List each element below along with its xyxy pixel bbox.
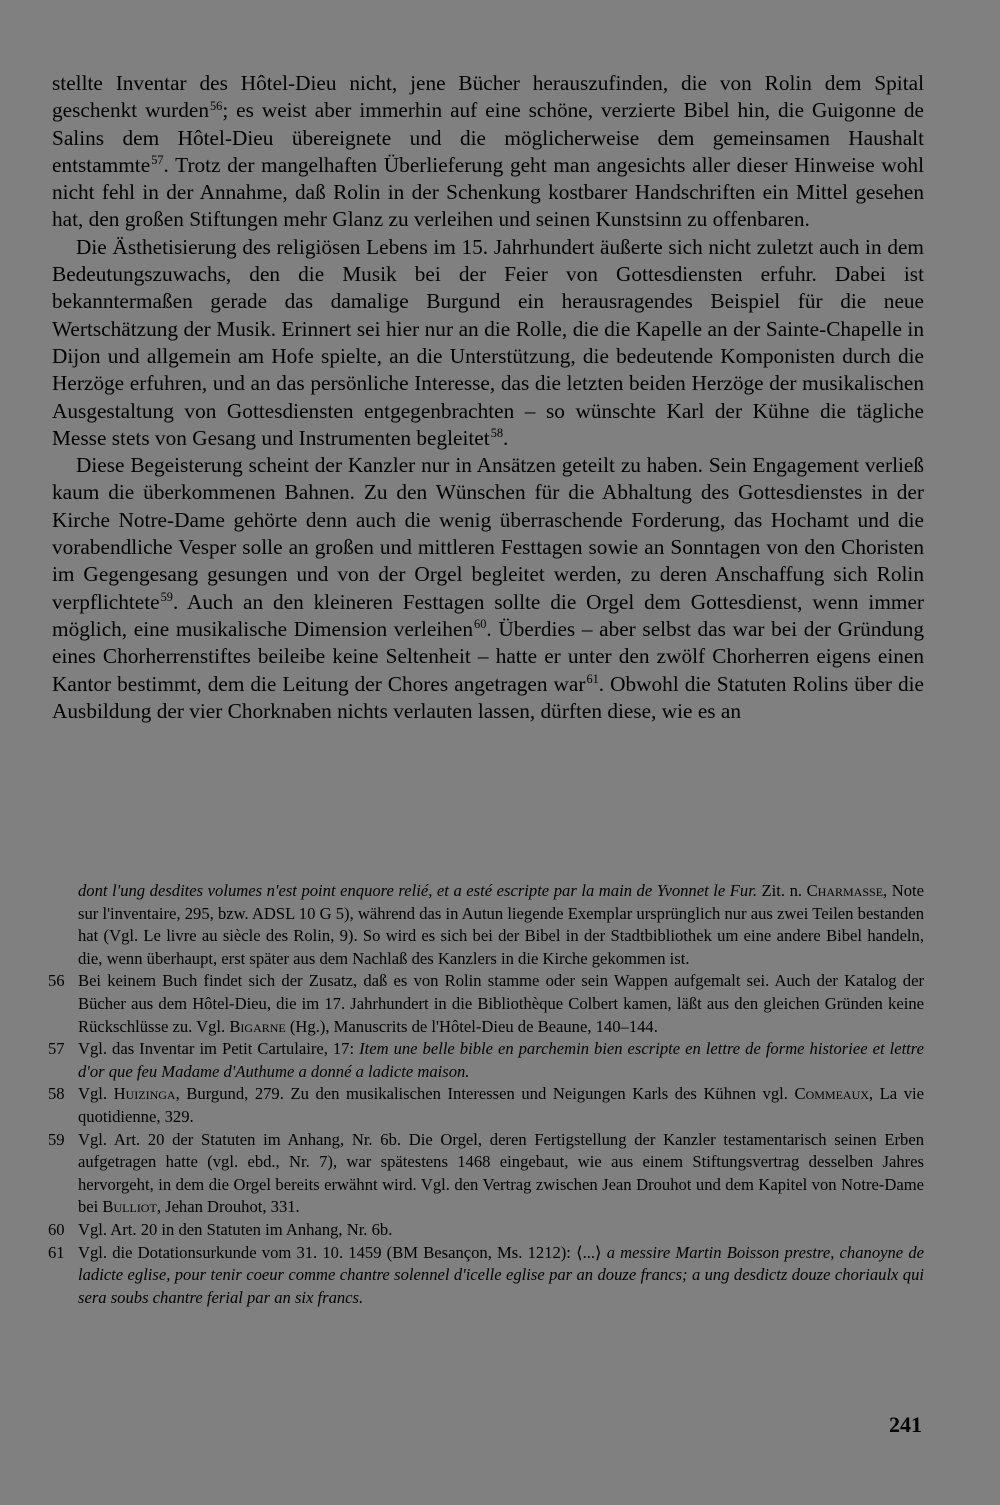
text-run: Bei keinem Buch findet sich der Zusatz, daß es von Rolin stamme oder sein Wappen aufgemalt sei. Auch der Katalog der Bücher aus dem Hôtel-Dieu, die im 17. Jahrhundert in die Bibliothèque Colbert kamen, läßt aus den gleichen Gründen keine Rückschlüsse zu. Vgl. (78, 971, 924, 1036)
author-name: Bulliot (102, 1197, 157, 1217)
text-run: Vgl. Art. 20 in den Statuten im Anhang, Nr. 6b. (78, 1219, 393, 1239)
text-run: , Jehan Drouhot, 331. (156, 1197, 300, 1217)
author-name: Commeaux (794, 1084, 869, 1104)
footnote-text (78, 1083, 924, 1128)
footnote-number: 60 (48, 1219, 65, 1239)
footnote-text (78, 1038, 924, 1083)
text-run: . Überdies – aber selbst das war bei der Gründung eines Chorherrenstiftes beileibe keine Seltenheit – hatte er unter den zwölf Chorherren eigens einen Kantor bestimmt, dem die Leitung der Chores angetragen war (52, 616, 924, 696)
text-run: Vgl. (78, 1084, 114, 1104)
text-run: Die Ästhetisierung des religiösen Lebens im 15. Jahrhundert äußerte sich nicht zuletzt auch in dem Bedeutungszuwachs, den die Musik bei der Feier von Gottesdiensten erfuhr. Dabei ist bekanntermaßen gerade das damalige Burgund ein herausragendes Beispiel für die neue Wertschätzung der Musik. Erinnert sei hier nur an die Rolle, die die Kapelle an der Sainte-Chapelle in Dijon und allgemein am Hofe spielte, an die Unterstützung, die bedeutende Komponisten durch die Herzöge erfuhren, und an das persönliche Interesse, das die letzten beiden Herzöge der musikalischen Ausgestaltung von Gottesdiensten entgegenbrachten – so wünschte Karl der Kühne die tägliche Messe stets von Gesang und Instrumenten begleitet (52, 234, 924, 450)
footnote-number: 59 (48, 1129, 65, 1149)
page-number: 241 (889, 1412, 922, 1437)
text-run: (Hg.), Manuscrits de l'Hôtel-Dieu de Beaune, 140–144. (285, 1016, 658, 1036)
text-run: Zit. n. (756, 881, 807, 900)
text-run: , Burgund, 279. Zu den musikalischen Interessen und Neigungen Karls des Kühnen vgl. (175, 1084, 795, 1104)
footnote-ref-59[interactable]: 59 (160, 589, 173, 604)
footnotes (48, 880, 924, 1309)
footnote-58 (48, 1083, 924, 1128)
author-name: Huizinga (113, 1084, 176, 1104)
author-name: Charmasse (806, 881, 884, 900)
footnote-number: 57 (48, 1039, 65, 1059)
quote-italic: a messire Martin Boisson prestre, chanoyne de ladicte eglise, pour tenir coeur comme chantre solennel d'icelle eglise par an douze francs; a ung desdictz douze choriaulx qui sera soubs chantre ferial par an six francs. (78, 1242, 924, 1307)
footnote-61 (48, 1242, 924, 1310)
footnote-ref-57[interactable]: 57 (151, 153, 164, 168)
footnote-ref-56[interactable]: 56 (209, 98, 223, 113)
footnote-continuation (78, 880, 924, 970)
footnote-57 (48, 1038, 924, 1083)
footnote-60 (48, 1219, 924, 1242)
paragraph-3 (52, 452, 924, 725)
text-run: , Note sur l'inventaire, 295, bzw. ADSL 10 G 5), während das in Autun liegende Exemplar ursprünglich nur aus zwei Teilen bestanden hat (Vgl. Le livre au siècle des Rolin, 9). So wird es sich bei der Bibel in der Stadtbibliothek um eine andere Bibel handeln, die, wenn überhaupt, erst später aus dem Nachlaß des Kanzlers in die Kirche gekommen ist. (78, 881, 924, 968)
text-run: , La vie quotidienne, 329. (78, 1084, 924, 1126)
footnote-text (78, 1129, 924, 1219)
paragraph-2 (52, 234, 924, 452)
text-run: Vgl. Art. 20 der Statuten im Anhang, Nr. 6b. Die Orgel, deren Fertigstellung der Kanzler testamentarisch seinen Erben aufgetragen hatte (vgl. ebd., Nr. 7), war spätestens 1468 eingebaut, wie aus einem Stiftungsvertrag desselben Jahres hervorgeht, in dem die Orgel bereits erwähnt wird. Vgl. den Vertrag zwischen Jean Drouhot und dem Kapitel von Notre-Dame bei (78, 1129, 924, 1217)
text-run: stellte Inventar des Hôtel-Dieu nicht, jene Bücher herauszufinden, die von Rolin dem Spital geschenkt wurden (52, 71, 924, 123)
footnote-number: 56 (48, 971, 65, 991)
text-run: Vgl. die Dotationsurkunde vom 31. 10. 1459 (BM Besançon, Ms. 1212): ⟨...⟩ (78, 1242, 607, 1262)
text-run: . Auch an den kleineren Festtagen sollte die Orgel dem Gottesdienst, wenn immer möglich, eine musikalische Dimension verleihen (52, 589, 924, 641)
text-run: . Trotz der mangelhaften Überlieferung geht man angesichts aller dieser Hinweise wohl nicht fehl in der Annahme, daß Rolin in der Schenkung kostbarer Handschriften ein Mittel gesehen hat, den großen Stiftungen mehr Glanz zu verleihen und seinen Kunstsinn zu offenbaren. (52, 152, 924, 232)
footnote-ref-58[interactable]: 58 (490, 426, 504, 441)
footnote-number: 61 (48, 1242, 65, 1262)
paragraph-1 (52, 70, 924, 234)
footnote-56 (48, 970, 924, 1038)
footnote-text (78, 970, 924, 1038)
text-run: . Obwohl die Statuten Rolins über die Ausbildung der vier Chorknaben nichts verlauten lassen, dürften diese, wie es an (52, 671, 924, 723)
text-run: . (503, 425, 509, 450)
footnote-text (78, 1242, 924, 1310)
quote-italic: dont l'ung desdites volumes n'est point enquore relié, et a esté escripte par la main de Yvonnet le Fur. (78, 881, 757, 900)
footnote-number: 58 (48, 1084, 65, 1104)
footnote-59 (48, 1129, 924, 1219)
text-run: ; es weist aber immerhin auf eine schöne, verzierte Bibel hin, die Guigonne de Salins dem Hôtel-Dieu übereignete und die möglicherweise dem gemeinsamen Haushalt entstammte (52, 98, 924, 177)
footnote-text (78, 1219, 924, 1242)
text-run: Diese Begeisterung scheint der Kanzler nur in Ansätzen geteilt zu haben. Sein Engagement verließ kaum die überkommenen Bahnen. Zu den Wünschen für die Abhaltung des Gottesdienstes in der Kirche Notre-Dame gehörte denn auch die wenig überraschende Forderung, das Hochamt und die vorabendliche Vesper solle an großen und mittleren Festtagen sowie an Sonntagen von den Choristen im Gegengesang gesungen und von der Orgel begleitet werden, zu deren Anschaffung sich Rolin verpflichtete (52, 453, 924, 614)
author-name: Bigarne (229, 1016, 286, 1036)
quote-italic: Item une belle bible en parchemin bien escripte en lettre de forme historiee et lettre d'or que feu Madame d'Authume a donné a ladicte maison. (78, 1039, 924, 1081)
footnote-ref-60[interactable]: 60 (474, 617, 487, 632)
main-text (52, 70, 924, 725)
footnote-ref-61[interactable]: 61 (586, 671, 599, 686)
text-run: Vgl. das Inventar im Petit Cartulaire, 17: (78, 1039, 360, 1059)
